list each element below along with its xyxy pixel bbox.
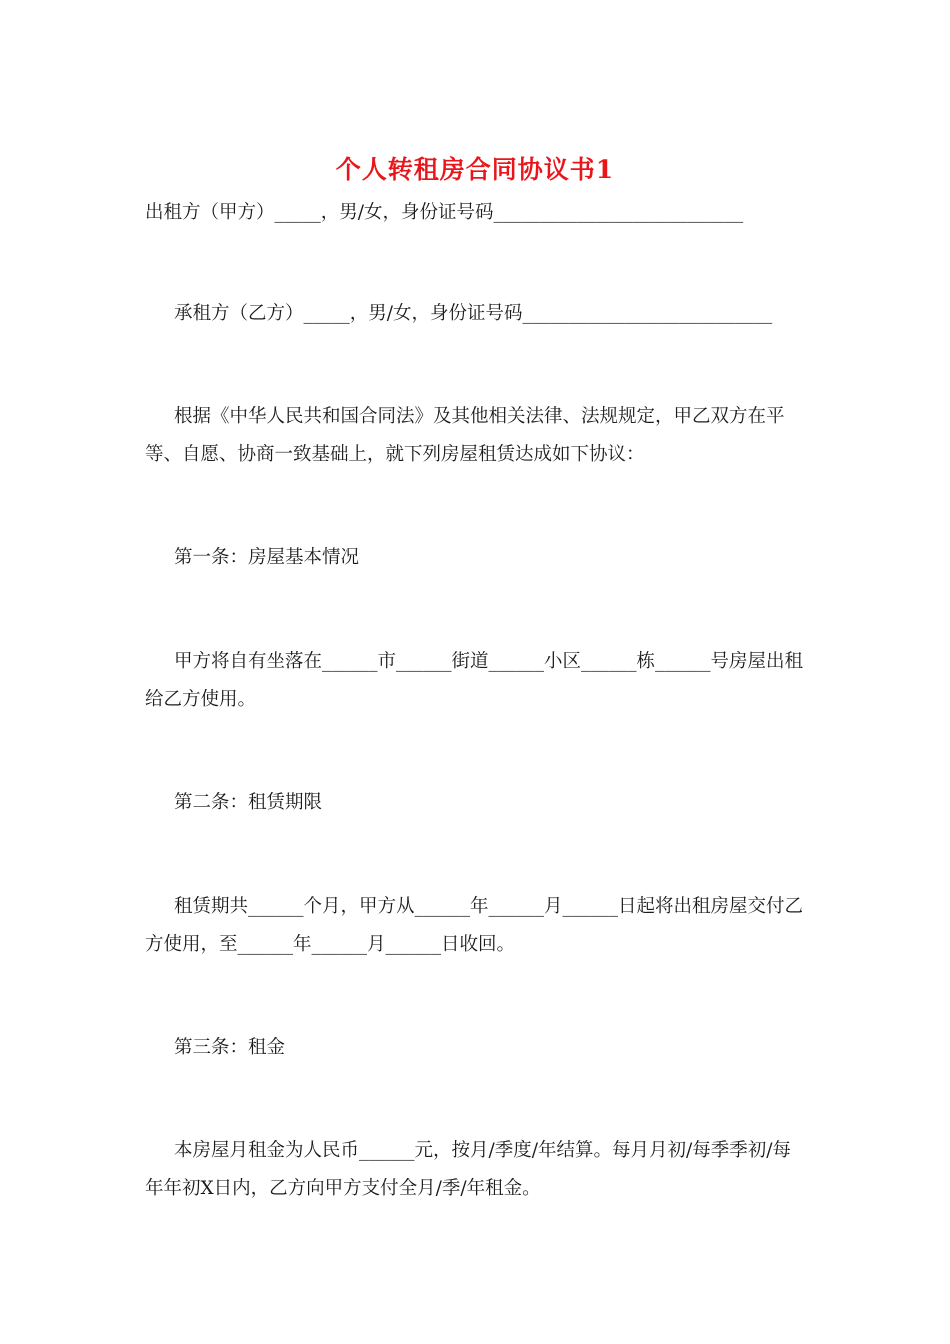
lessor-line: 出租方（甲方）_____，男/女，身份证号码___________________________	[145, 202, 744, 223]
article-2-heading: 第二条：租赁期限	[174, 792, 323, 813]
lessee-line: 承租方（乙方）_____，男/女，身份证号码___________________________	[174, 303, 773, 324]
preamble-paragraph: 根据《中华人民共和国合同法》及其他相关法律、法规规定，甲乙双方在平等、自愿、协商一致基础上，就下列房屋租赁达成如下协议：	[145, 406, 785, 465]
article-2-body: 租赁期共______个月，甲方从______年______月______日起将出租房屋交付乙方使用，至______年______月______日收回。	[145, 896, 804, 955]
article-3-heading: 第三条：租金	[174, 1037, 286, 1058]
article-3-body: 本房屋月租金为人民币______元，按月/季度/年结算。每月月初/每季季初/每年年初X日内，乙方向甲方支付全月/季/年租金。	[145, 1140, 791, 1199]
article-1-body: 甲方将自有坐落在______市______街道______小区______栋______号房屋出租给乙方使用。	[145, 651, 804, 710]
document-title: 个人转租房合同协议书1	[335, 155, 615, 184]
article-1-heading: 第一条：房屋基本情况	[174, 547, 360, 568]
